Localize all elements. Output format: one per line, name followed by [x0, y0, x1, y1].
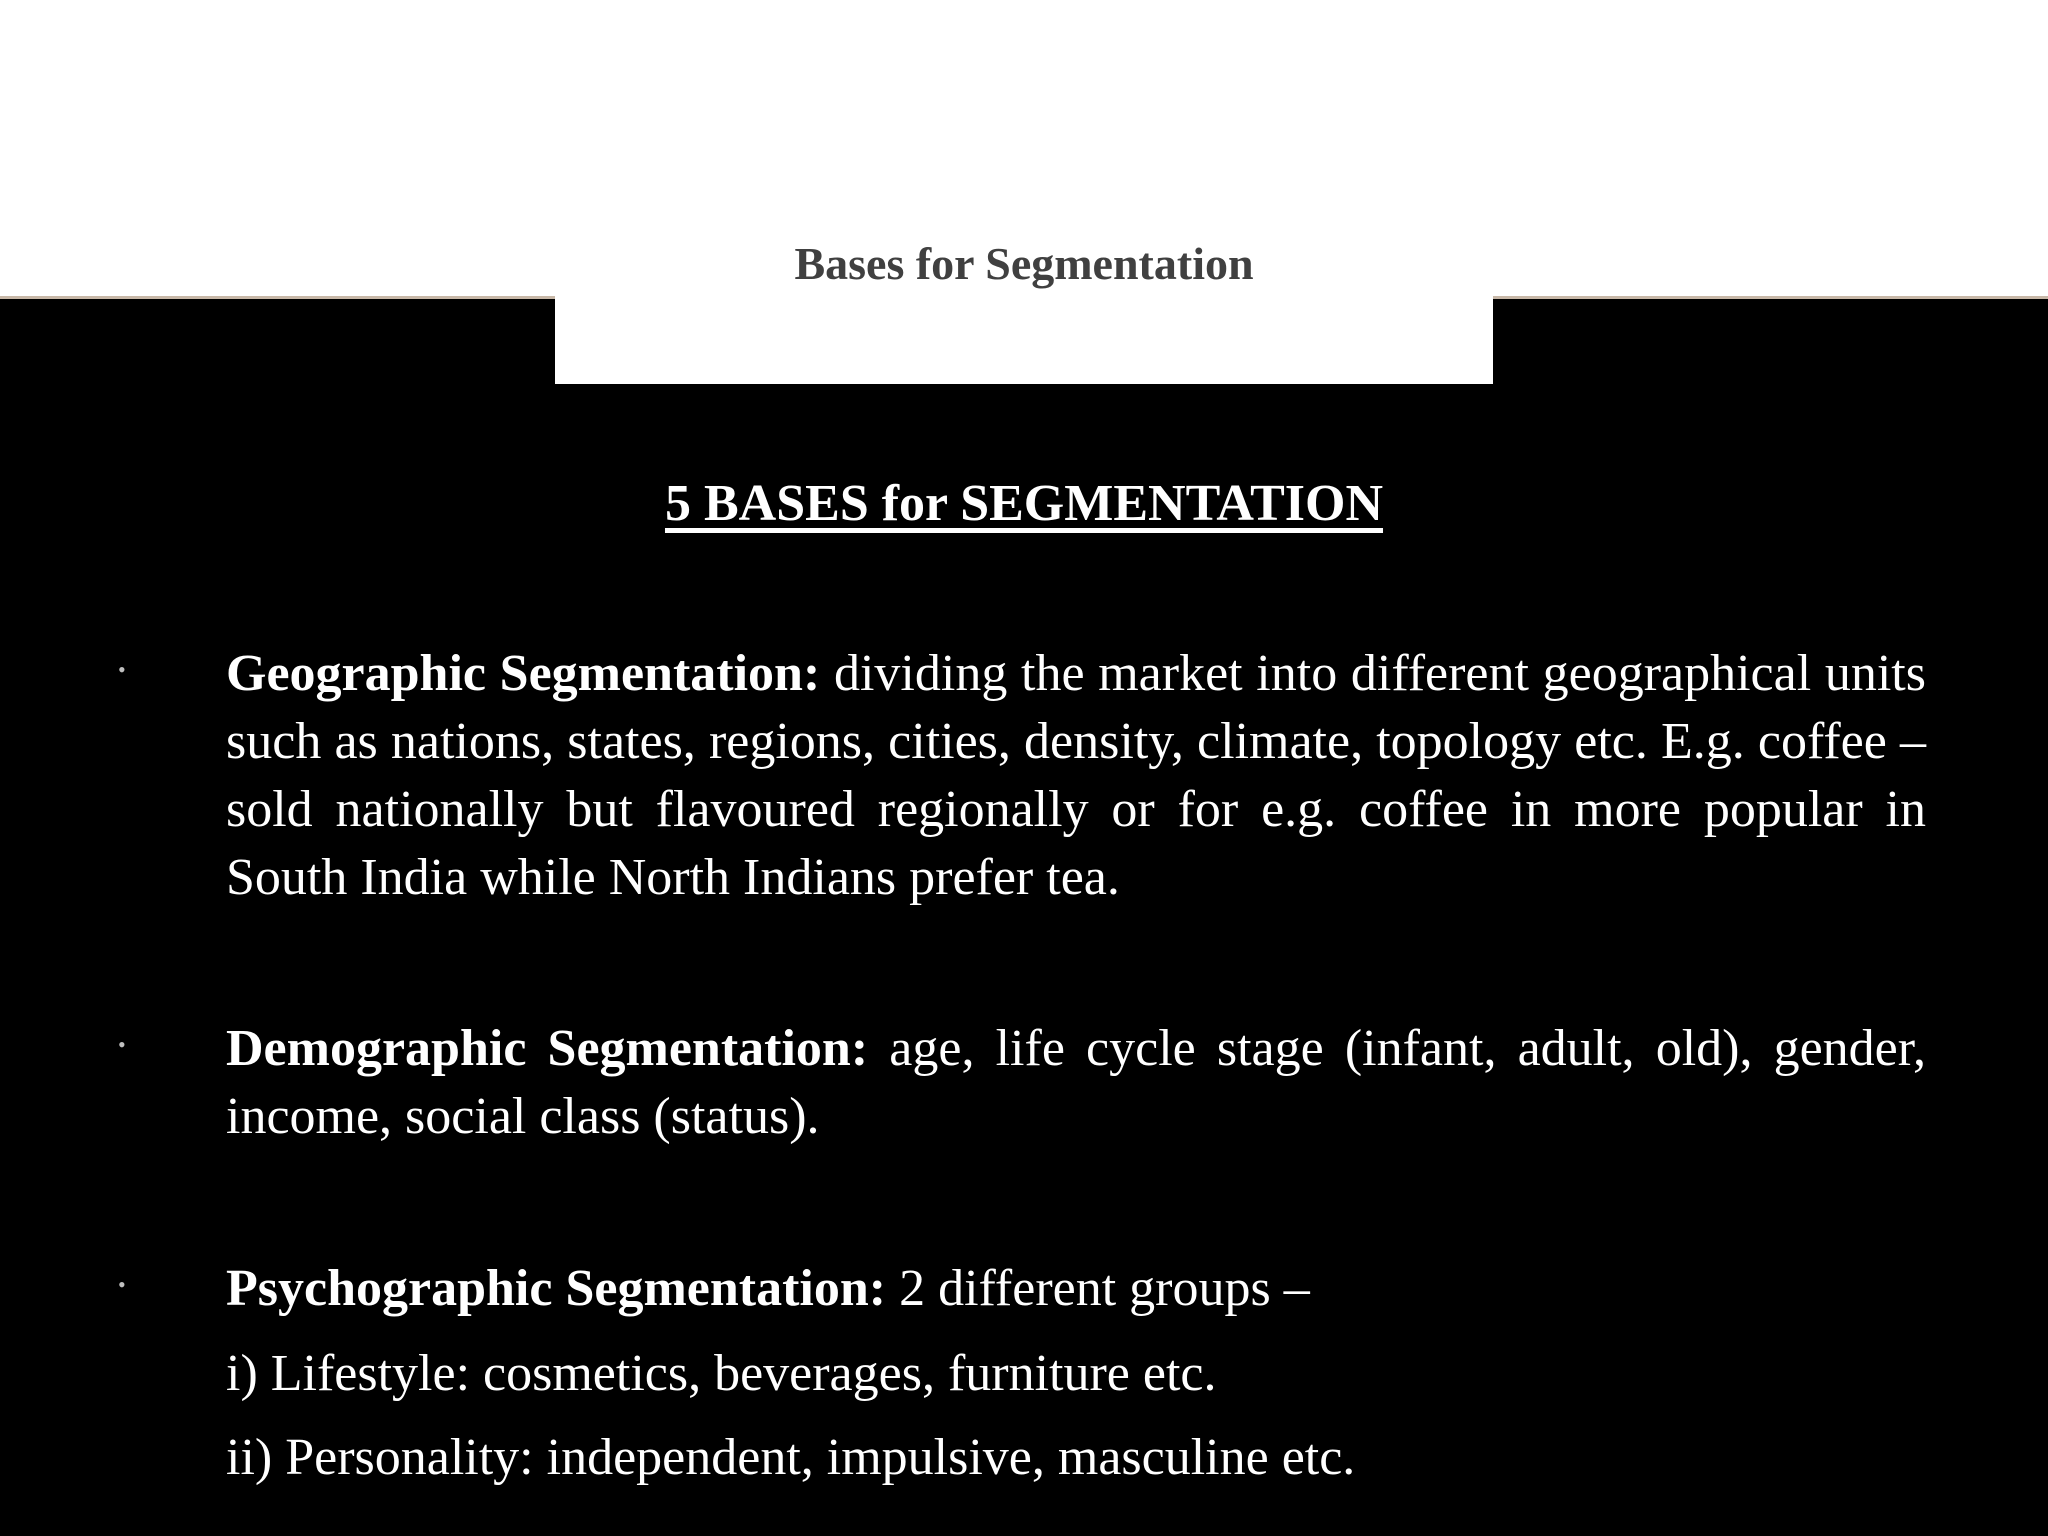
bullet-text: dividing the market into different geographical units such as nations, states, regions, cities, density, climate, topology etc. E.g. coffee – sold nationally but flavoured regionally or for e.g. coffee in more popular in South India while North Indians prefer tea.	[226, 645, 1926, 906]
sub-item-lifestyle: i) Lifestyle: cosmetics, beverages, furniture etc.	[226, 1345, 1217, 1402]
bullet-text: age, life cycle stage (infant, adult, old), gender, income, social class (status).	[226, 1020, 1926, 1145]
bullet-label: Demographic Segmentation:	[226, 1020, 869, 1077]
bullet-psychographic	[226, 1255, 1926, 1323]
bullet-dot-icon: •	[118, 657, 126, 682]
bullet-dot-icon: •	[118, 1032, 126, 1057]
bullet-label: Psychographic Segmentation:	[226, 1260, 887, 1317]
bullet-geographic	[226, 640, 1926, 912]
sub-item-personality: ii) Personality: independent, impulsive, masculine etc.	[226, 1429, 1356, 1486]
bullet-text: 2 different groups –	[886, 1260, 1310, 1317]
section-heading: 5 BASES for SEGMENTATION	[664, 475, 1384, 532]
bullet-label: Geographic Segmentation:	[226, 645, 821, 702]
bullet-dot-icon: •	[118, 1272, 126, 1297]
bullet-demographic	[226, 1015, 1926, 1151]
slide-title: Bases for Segmentation	[794, 238, 1254, 289]
title-tab	[555, 296, 1493, 384]
